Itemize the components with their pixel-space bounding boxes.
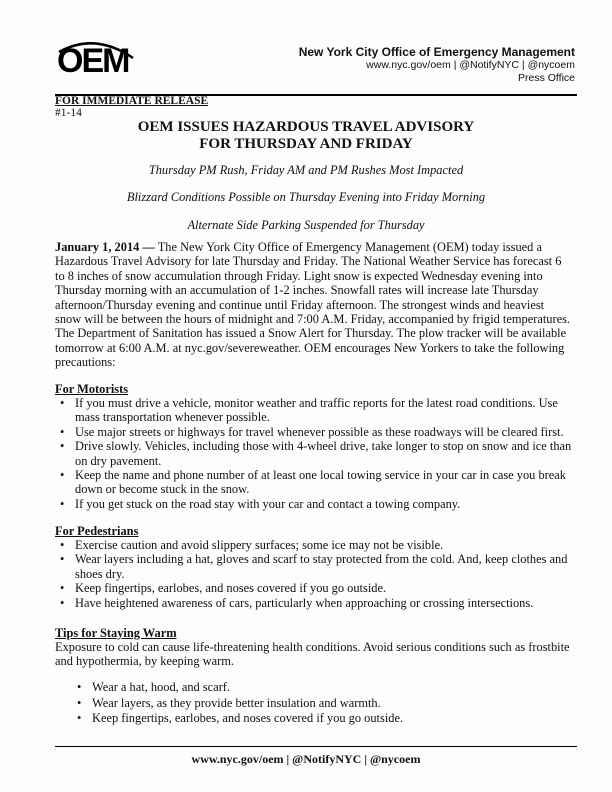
warm-line: and hypothermia, by keeping warm. [55, 654, 234, 669]
body-text: The New York City Office of Emergency Management (OEM) today issued a [154, 240, 542, 254]
list-item [60, 596, 567, 610]
body-line [55, 240, 570, 254]
list-item-line: down or become stuck in the snow. [75, 482, 250, 497]
org-name: New York City Office of Emergency Management [298, 45, 575, 59]
headline-line: OEM ISSUES HAZARDOUS TRAVEL ADVISORY [137, 119, 475, 135]
footer-divider [55, 746, 577, 747]
body-line [55, 312, 570, 326]
list-item-line: Exercise caution and avoid slippery surfaces; some ice may not be visible. [75, 538, 444, 552]
subtitle: Alternate Side Parking Suspended for Thursday [187, 218, 425, 232]
list-item-line: If you get stuck on the road stay with your car and contact a towing company. [75, 496, 461, 511]
list-item-line: shoes dry. [75, 566, 125, 581]
warm-line: Exposure to cold can cause life-threatening health conditions. Avoid serious conditions such as frostbite [55, 640, 570, 654]
bullet-icon: • [60, 595, 65, 610]
pedestrians-list [60, 538, 567, 610]
subtitle: Thursday PM Rush, Friday AM and PM Rushes Most Impacted [148, 163, 464, 177]
motorists-list [60, 396, 571, 511]
release-number: #1-14 [55, 107, 82, 119]
bullet-icon: • [77, 711, 82, 726]
body-line [55, 283, 570, 297]
list-item-line: If you must drive a vehicle, monitor weather and traffic reports for the latest road conditions. Use [75, 396, 558, 410]
footer: www.nyc.gov/oem | @NotifyNYC | @nycoem [191, 752, 421, 766]
body-text: snow will be between the hours of midnight and 7:00 A.M. Friday, accompanied by frigid temperatures. [55, 312, 571, 327]
headline-line: FOR THURSDAY AND FRIDAY [199, 136, 413, 152]
list-item-line: Drive slowly. Vehicles, including those with 4-wheel drive, take longer to stop on snow and ice than [75, 439, 572, 454]
release-label: FOR IMMEDIATE RELEASE [55, 95, 209, 107]
body-text: The Department of Sanitation has issued a Snow Alert for Thursday. The plow tracker will be available [55, 326, 567, 341]
motorists-heading: For Motorists [55, 382, 129, 396]
bullet-icon: • [77, 680, 82, 694]
list-item-line: Use major streets or highways for travel whenever possible as these roadways will be cleared first. [75, 424, 564, 439]
body-line [55, 326, 570, 340]
list-item-line: Keep fingertips, earlobes, and noses covered if you go outside. [92, 711, 404, 726]
bullet-icon: • [60, 468, 65, 483]
bullet-icon: • [60, 538, 65, 552]
warm-list [77, 680, 403, 727]
headline [0, 119, 612, 153]
list-item [60, 396, 571, 425]
bullet-icon: • [60, 552, 65, 567]
list-item [60, 468, 571, 497]
list-item-line: on dry pavement. [75, 453, 162, 468]
list-item-line: Wear a hat, hood, and scarf. [92, 680, 230, 694]
list-item [77, 711, 403, 727]
press-office: Press Office [518, 72, 575, 84]
list-item [60, 552, 567, 581]
list-item-line: Keep fingertips, earlobes, and noses covered if you go outside. [75, 581, 387, 596]
list-item-line: Wear layers including a hat, gloves and scarf to stay protected from the cold. And, keep clothes and [75, 552, 568, 567]
bullet-icon: • [60, 439, 65, 454]
body-line [55, 341, 570, 355]
list-item [77, 696, 403, 712]
body-text: precautions: [55, 355, 116, 370]
body-text: tomorrow at 6:00 A.M. at nyc.gov/severeweather. OEM encourages New Yorkers to take the following [55, 340, 565, 355]
pedestrians-heading: For Pedestrians [55, 524, 139, 538]
body-text: Hazardous Travel Advisory for late Thursday and Friday. The National Weather Service has forecast 6 [55, 254, 562, 269]
body-line [55, 298, 570, 312]
body-text: Thursday morning with an accumulation of 1-2 inches. Snowfall rates will increase late Thursday [55, 283, 539, 298]
warm-paragraph [55, 640, 570, 669]
warm-heading: Tips for Staying Warm [55, 626, 177, 640]
list-item [77, 680, 403, 696]
list-item [60, 581, 567, 595]
body-line [55, 254, 570, 268]
list-item [60, 425, 571, 439]
list-item-line: Have heightened awareness of cars, particularly when approaching or crossing intersections. [75, 595, 534, 610]
list-item-line: mass transportation whenever possible. [75, 410, 270, 425]
bullet-icon: • [60, 581, 65, 596]
subtitle: Blizzard Conditions Possible on Thursday Evening into Friday Morning [126, 190, 486, 204]
body-paragraph [55, 240, 570, 370]
body-line [55, 355, 570, 369]
body-line [55, 269, 570, 283]
dateline: January 1, 2014 — [55, 240, 155, 254]
oem-logo: OEM [55, 38, 135, 82]
bullet-icon: • [60, 496, 65, 511]
list-item-line: Wear layers, as they provide better insulation and warmth. [92, 695, 381, 710]
contact-line: www.nyc.gov/oem | @NotifyNYC | @nycoem [366, 59, 575, 71]
list-item [60, 497, 571, 511]
letterhead [299, 46, 575, 85]
bullet-icon: • [60, 424, 65, 439]
bullet-icon: • [60, 396, 65, 410]
body-text: afternoon/Thursday evening and continue until Friday afternoon. The strongest winds and heaviest [55, 297, 545, 312]
list-item [60, 538, 567, 552]
list-item [60, 439, 571, 468]
bullet-icon: • [77, 695, 82, 710]
body-text: to 8 inches of snow accumulation through Friday. Light snow is expected Wednesday evening into [55, 268, 543, 283]
list-item-line: Keep the name and phone number of at least one local towing service in your car in case you break [75, 468, 566, 483]
